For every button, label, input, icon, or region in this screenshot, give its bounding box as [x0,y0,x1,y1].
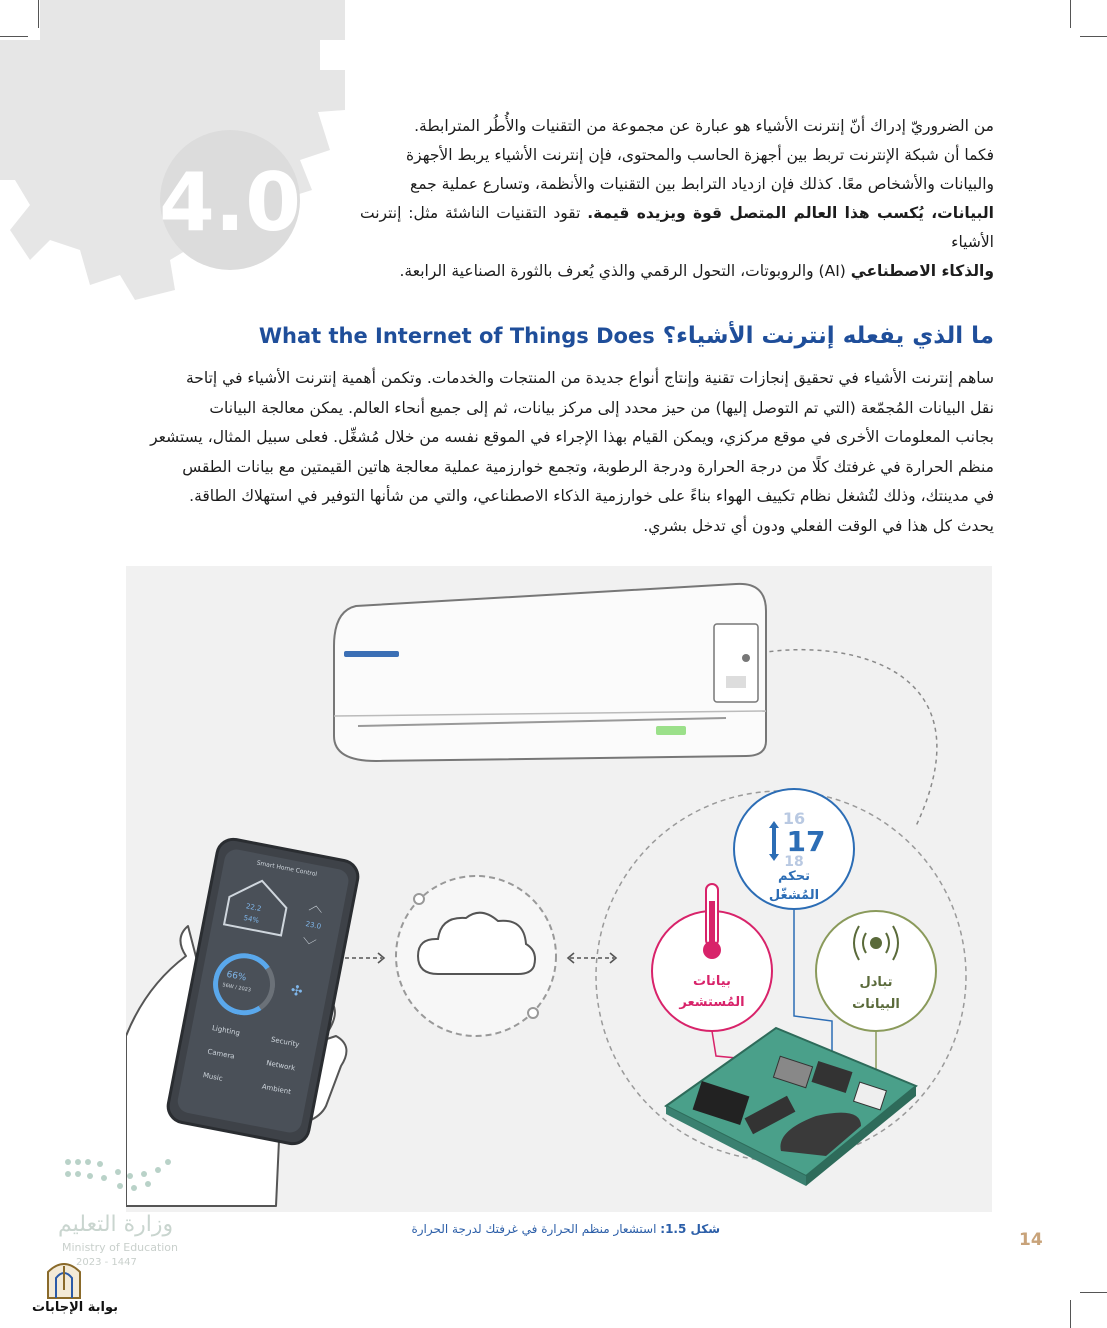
crop-mark [1070,0,1071,28]
svg-text:البيانات: البيانات [852,997,900,1012]
intro-line: والبيانات والأشخاص معًا. كذلك فإن ازدياد الترابط بين التقنيات والأنظمة، وتسارع عملية جمع [409,175,994,193]
svg-text:16: 16 [782,809,806,828]
ministry-logo-dots [60,1152,180,1202]
ministry-name-arabic: وزارة التعليم [58,1212,174,1237]
body-line: في مدينتك، وذلك لتُشغل نظام تكييف الهواء بناءً على خوارزمية الذكاء الاصطناعي، والتي من شأنها التوفير في استهلاك الطاقة. [189,487,994,505]
menu-security[interactable]: Security [270,1035,300,1049]
crop-mark [1080,1292,1107,1293]
body-paragraph [126,364,994,541]
gauge-subtext: 56W / 2023 [221,982,252,994]
intro-bold: البيانات، يُكسب هذا العالم المتصل قوة ويزيده قيمة. [587,204,994,222]
svg-text:تحكم: تحكم [777,869,811,884]
body-line: منظم الحرارة في غرفتك كلًا من درجة الحرارة ودرجة الرطوبة، وتجمع خوارزمية عملية معالجة هاتين القيمتين مع بيانات الطقس [182,457,994,476]
badge-4-0: 4.0 [159,156,301,249]
svg-text:18: 18 [784,854,804,870]
gauge-value: 66% [225,969,248,984]
intro-paragraph [360,112,994,286]
heading-english: What the Internet of Things Does [258,324,655,348]
exchange-bubble [816,911,936,1031]
svg-text:المُشغّل: المُشغّل [768,888,820,903]
chevron-down-icon[interactable]: ﹀ [300,936,317,956]
menu-music[interactable]: Music [202,1071,224,1083]
intro-text: (AI) والروبوتات، التحول الرقمي والذي يُعرف بالثورة الصناعية الرابعة. [399,262,851,280]
caption-number: شكل 1.5: [660,1222,720,1236]
menu-network[interactable]: Network [265,1059,296,1073]
set-temp-display: 23.0 [304,919,322,931]
intro-line: من الضروريّ إدراك أنّ إنترنت الأشياء هو عبارة عن مجموعة من التقنيات والأُطُر المترابطة. [414,117,994,135]
ministry-year: 2023 - 1447 [76,1257,137,1268]
svg-text:بيانات: بيانات [693,974,731,989]
body-line: بجانب المعلومات الأخرى في موقع مركزي، ويمكن القيام بهذا الإجراء في الموقع نفسه من خلال مُشغِّل. فعلى سبيل المثال، يستشعر [150,428,994,446]
menu-ambient[interactable]: Ambient [261,1082,292,1097]
room-temperature: 22.2 [245,902,263,914]
room-humidity: 54% [242,914,260,925]
body-line: نقل البيانات المُجمّعة (التي تم التوصل إليها) من حيز محدد إلى مركز بيانات، ثم إلى جميع أنحاء العالم. يمكن معالجة البيانات [209,398,994,417]
phone-title: Smart Home Control [256,859,318,879]
arrow-cloud-hub [568,953,616,963]
intro-line: فكما أن شبكة الإنترنت تربط بين أجهزة الحاسب والمحتوى، فإن إنترنت الأشياء يربط الأجهزة [406,146,994,164]
chevron-up-icon[interactable]: ︿ [307,897,325,916]
ministry-name-english: Ministry of Education [62,1241,179,1254]
section-heading [258,323,994,349]
intro-bold: والذكاء الاصطناعي [850,262,994,280]
caption-text: استشعار منظم الحرارة في غرفتك لدرجة الحرارة [411,1222,661,1236]
menu-camera[interactable]: Camera [206,1047,236,1061]
set-temperature: 17 [786,825,826,858]
sensor-bubble [652,884,772,1031]
heading-arabic: ما الذي يفعله إنترنت الأشياء؟ [662,323,994,349]
iot-figure [126,566,992,1212]
svg-text:تبادل: تبادل [859,975,893,990]
air-conditioner [334,584,766,761]
actuator-bubble [734,789,854,909]
circuit-board [666,1028,916,1186]
fan-icon[interactable]: ✣ [289,982,304,1001]
body-line: يحدث كل هذا في الوقت الفعلي ودون أي تدخل بشري. [643,516,994,535]
figure-caption [400,1222,720,1236]
watermark-text: بوابة الإجابات [32,1300,118,1315]
watermark-logo [44,1256,84,1300]
menu-lighting[interactable]: Lighting [211,1024,241,1038]
crop-mark [1070,1300,1071,1328]
gear-decoration [0,0,360,310]
crop-mark [1080,36,1107,37]
intro-line [360,199,994,257]
body-line: ساهم إنترنت الأشياء في تحقيق إنجازات تقنية وإنتاج أنواع جديدة من المنتجات والخدمات. وتكمن أهمية إنترنت الأشياء في إتاحة [186,369,994,387]
gauge-ring [208,948,281,1021]
intro-text: تقود التقنيات الناشئة مثل: إنترنت الأشياء [360,204,994,251]
intro-line [360,257,994,286]
svg-text:المُستشعر: المُستشعر [679,995,745,1010]
page-number: 14 [1019,1230,1043,1250]
